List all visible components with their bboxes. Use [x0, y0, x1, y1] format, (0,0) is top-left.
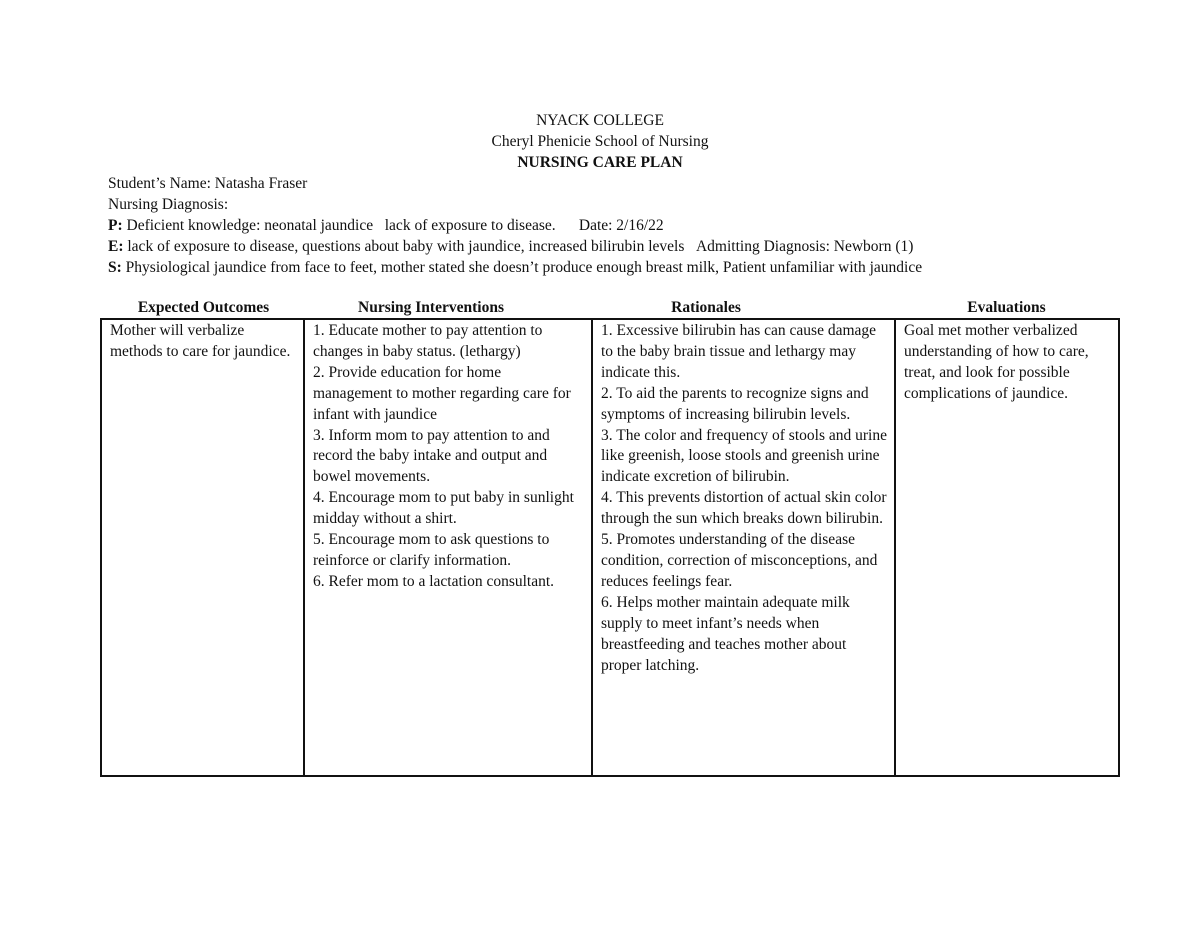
- problem-label: P:: [108, 217, 123, 234]
- etiology-text: lack of exposure to disease, questions about baby with jaundice, increased bilirubin levels Admitting Diagnosis: Newborn (1): [127, 238, 914, 255]
- intervention-item: 2. Provide education for home management to mother regarding care for infant with jaundice: [313, 363, 571, 423]
- column-headers: [100, 299, 1118, 319]
- intervention-item: 5. Encourage mom to ask questions to reinforce or clarify information.: [313, 531, 550, 569]
- rationale-item: 4. This prevents distortion of actual skin color through the sun which breaks down bilirubin.: [601, 489, 887, 528]
- interventions-cell: [304, 319, 592, 776]
- intervention-item: 1. Educate mother to pay attention to changes in baby status. (lethargy): [313, 322, 543, 360]
- student-name-line: Student’s Name: Natasha Fraser: [108, 175, 308, 192]
- intervention-item: 4. Encourage mom to put baby in sunlight midday without a shirt.: [313, 489, 574, 528]
- expected-outcome-text: Mother will verbalize methods to care for jaundice.: [110, 322, 291, 360]
- rationale-item: 3. The color and frequency of stools and urine like greenish, loose stools and greenish urine indicate excretion of bilirubin.: [601, 426, 887, 486]
- header-expected-outcomes: Expected Outcomes: [137, 299, 270, 316]
- nursing-diagnosis-line: Nursing Diagnosis:: [108, 196, 229, 213]
- problem-line: [108, 215, 922, 236]
- document-header: [0, 110, 1200, 173]
- table-row: [101, 319, 1119, 776]
- rationale-item: 1. Excessive bilirubin has can cause damage to the baby brain tissue and lethargy may indicate this.: [601, 322, 877, 381]
- header-evaluations: Evaluations: [967, 299, 1046, 316]
- symptoms-label: S:: [108, 259, 122, 276]
- header-rationales: Rationales: [671, 299, 741, 316]
- expected-outcome-cell: [101, 319, 304, 776]
- symptoms-text: Physiological jaundice from face to feet, mother stated she doesn’t produce enough breast milk, Patient unfamiliar with jaundice: [125, 259, 923, 276]
- evaluation-text: Goal met mother verbalized understanding of how to care, treat, and look for possible complications of jaundice.: [904, 322, 1089, 402]
- patient-info: [108, 173, 922, 278]
- intervention-item: 3. Inform mom to pay attention to and record the baby intake and output and bowel movements.: [313, 426, 550, 486]
- rationale-item: 5. Promotes understanding of the disease condition, correction of misconceptions, and reduces feelings fear.: [601, 531, 878, 590]
- rationale-item: 2. To aid the parents to recognize signs and symptoms of increasing bilirubin levels.: [601, 384, 869, 423]
- symptoms-line: [108, 257, 922, 278]
- school-name: Cheryl Phenicie School of Nursing: [491, 133, 709, 150]
- etiology-line: [108, 236, 922, 257]
- institution-name: NYACK COLLEGE: [536, 112, 664, 129]
- evaluation-cell: [895, 319, 1119, 776]
- rationales-cell: [592, 319, 895, 776]
- rationale-item: 6. Helps mother maintain adequate milk supply to meet infant’s needs when breastfeeding and teaches mother about proper latching.: [601, 593, 850, 674]
- care-plan-table: [100, 318, 1120, 777]
- document-title: NURSING CARE PLAN: [517, 154, 683, 171]
- intervention-item: 6. Refer mom to a lactation consultant.: [313, 572, 555, 590]
- problem-text: Deficient knowledge: neonatal jaundice lack of exposure to disease. Date: 2/16/22: [126, 217, 664, 234]
- etiology-label: E:: [108, 238, 124, 255]
- header-nursing-interventions: Nursing Interventions: [358, 299, 504, 316]
